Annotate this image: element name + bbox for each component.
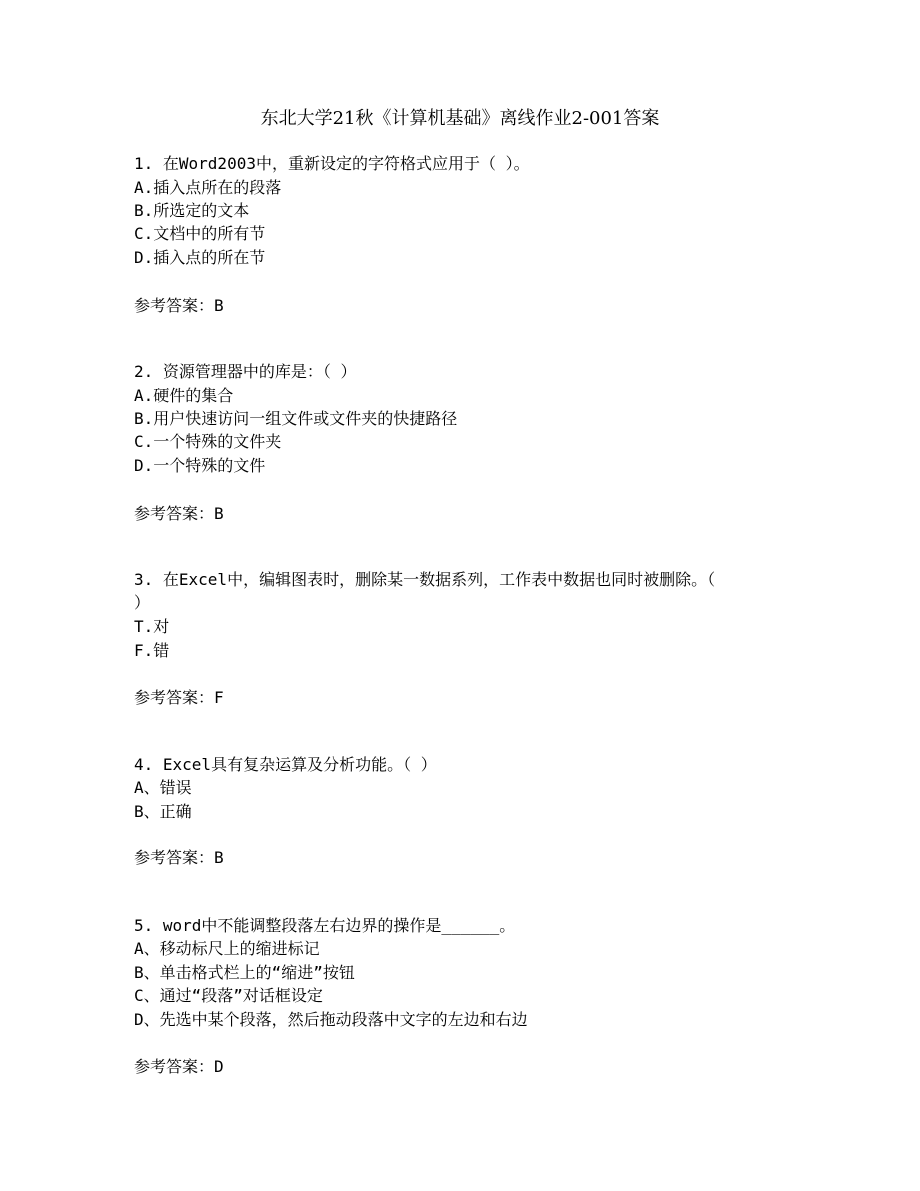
question-2-option-d: D.一个特殊的文件 [134,456,266,475]
question-5-stem: 5. word中不能调整段落左右边界的操作是______。 [134,916,516,935]
question-1-stem: 1. 在Word2003中，重新设定的字符格式应用于（ ）。 [134,154,530,173]
question-4-answer: 参考答案：B [134,848,224,867]
document-title: 东北大学21秋《计算机基础》离线作业2-001答案 [260,108,660,129]
question-2-answer: 参考答案：B [134,504,224,523]
question-3-answer: 参考答案：F [134,688,224,707]
question-2-option-b: B.用户快速访问一组文件或文件夹的快捷路径 [134,409,458,428]
question-1-option-c: C.文档中的所有节 [134,224,266,243]
question-5-option-c: C、通过“段落”对话框设定 [134,986,323,1005]
question-1-option-b: B.所选定的文本 [134,201,250,220]
question-5-option-d: D、先选中某个段落，然后拖动段落中文字的左边和右边 [134,1010,528,1029]
question-5-answer: 参考答案：D [134,1057,224,1076]
question-3-stem-continued: ） [134,593,151,612]
question-4-option-b: B、正确 [134,802,192,821]
question-3-option-f: F.错 [134,641,170,660]
question-2-stem: 2. 资源管理器中的库是：（ ） [134,362,357,381]
question-1-answer: 参考答案：B [134,296,224,315]
question-3-stem: 3. 在Excel中，编辑图表时，删除某一数据系列，工作表中数据也同时被删除。（ [134,570,716,589]
question-5-option-b: B、单击格式栏上的“缩进”按钮 [134,963,355,982]
question-2-option-c: C.一个特殊的文件夹 [134,432,282,451]
question-4-stem: 4. Excel具有复杂运算及分析功能。（ ） [134,755,437,774]
question-4-option-a: A、错误 [134,778,192,797]
question-2-option-a: A.硬件的集合 [134,386,234,405]
question-5-option-a: A、移动标尺上的缩进标记 [134,939,320,958]
question-3-option-t: T.对 [134,617,170,636]
question-1-option-a: A.插入点所在的段落 [134,178,282,197]
question-1-option-d: D.插入点的所在节 [134,248,266,267]
